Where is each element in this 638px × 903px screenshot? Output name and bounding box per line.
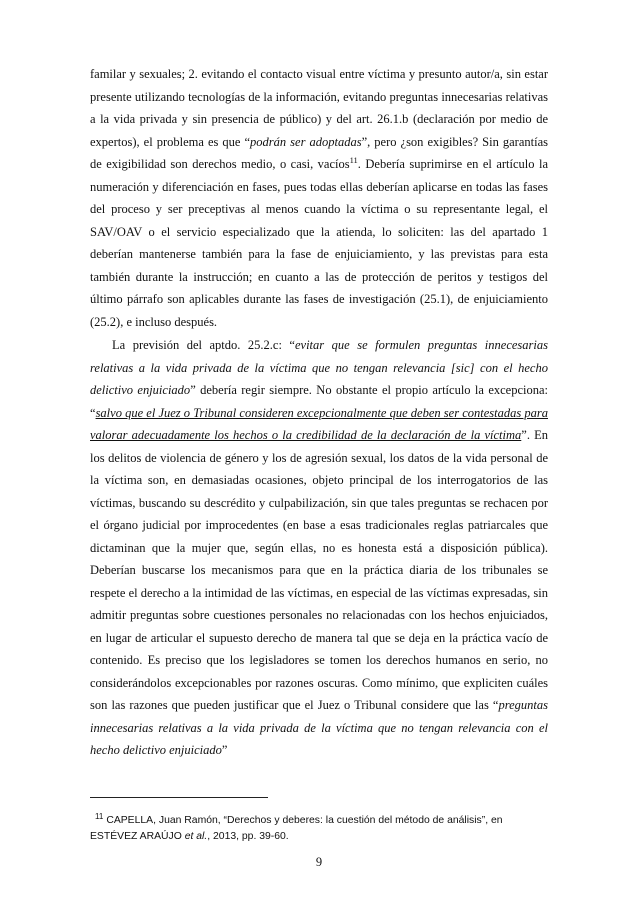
paragraph-2-text-e: ”. En los delitos de violencia de género y los de agresión sexual, los datos de la vida personal de la víctima son, en demasiadas ocasiones, objeto principal de los interrogatorios de las víctimas, buscando su descrédito y culpabilización, sin que tales preguntas se rechacen por el órgano judicial por improcedentes (en base a esas tradicionales reglas patriarcales que dictaminan que la mujer que, según ellas, no es honesta está a disposición pública). Deberían buscarse los mecanismos para que en la práctica diaria de los tribunales se respete el derecho a la intimidad de las víctimas, en especial de las víctimas expresadas, sin admitir preguntas sobre cuestiones personales no relacionadas con los hechos enjuiciados, en lugar de articular el supuesto derecho de manera tal que se deja en la práctica vacío de contenido. Es preciso que los legisladores se tomen los derechos humanos en serio, no considerándolos excepcionables por razones oscuras. Como mínimo, que expliciten cuáles son las razones que pueden justificar que el Juez o Tribunal considere que las “ <box>90 428 548 712</box>
paragraph-1-text-c: ”, pero ¿son exigibles? Sin garantías de exigibilidad son derechos medio, o casi, vacíos <box>90 134 548 171</box>
paragraph-1 <box>90 63 548 333</box>
paragraph-2-text-c: ” debería regir siempre. No obstante el propio artículo la excepciona: “ <box>90 383 549 420</box>
paragraph-2-quote-3: preguntas innecesarias relativas a la vida privada de la víctima que no tengan relevancia con el hecho delictivo enjuiciado <box>90 698 548 757</box>
body-text <box>90 63 548 762</box>
paragraph-2-text-g: ” <box>221 743 228 757</box>
paragraph-1-text-d: . Debería suprimirse en el artículo la numeración y diferenciación en fases, pues todas ellas deberían aplicarse en todas las fases del proceso y ser preceptivas al menos cuando la víctima o su representante legal, el SAV/OAV o el servicio especializado que la atienda, lo soliciten: las del apartado 1 deberían mantenerse también para la fase de enjuiciamiento, y las previstas para esta también durante la instrucción; en cuanto a las de protección de peritos y testigos del último párrafo son aplicables durante las fases de investigación (25.1), de enjuiciamiento (25.2), e incluso después. <box>90 157 549 329</box>
footnote <box>90 813 548 845</box>
footnote-text-c: , 2013, pp. 39-60. <box>207 831 289 842</box>
footnote-number: 11 <box>95 811 104 821</box>
footnote-divider <box>90 797 268 798</box>
paragraph-2-quote-2: salvo que el Juez o Tribunal consideren excepcionalmente que deben ser contestadas para valorar adecuadamente los hechos o la credibilidad de la declaración de la víctima <box>90 405 548 442</box>
paragraph-2 <box>90 334 548 762</box>
paragraph-1-quote: podrán ser adoptadas <box>250 134 362 149</box>
footnote-text-etal: et al. <box>184 831 208 842</box>
paragraph-1-text-a: familar y sexuales; 2. evitando el contacto visual entre víctima y presunto autor/a, sin estar presente utilizando tecnologías de la información, evitando preguntas innecesarias relativas a la vida privada y sin presencia de público) y del art. 26.1.b (declaración por medio de expertos), el problema es que “ <box>90 67 548 149</box>
paragraph-2-quote-1: evitar que se formulen preguntas innecesarias relativas a la vida privada de la víctima que no tengan relevancia [sic] con el hecho delictivo enjuiciado <box>90 338 548 397</box>
page-number: 9 <box>315 855 323 869</box>
paragraph-2-text-a: La previsión del aptdo. 25.2.c: “ <box>112 338 295 352</box>
footnote-reference[interactable]: 11 <box>349 154 358 165</box>
footnote-text-a: CAPELLA, Juan Ramón, “Derechos y deberes: la cuestión del método de análisis”, en ESTÉVEZ ARAÚJO <box>90 815 503 842</box>
